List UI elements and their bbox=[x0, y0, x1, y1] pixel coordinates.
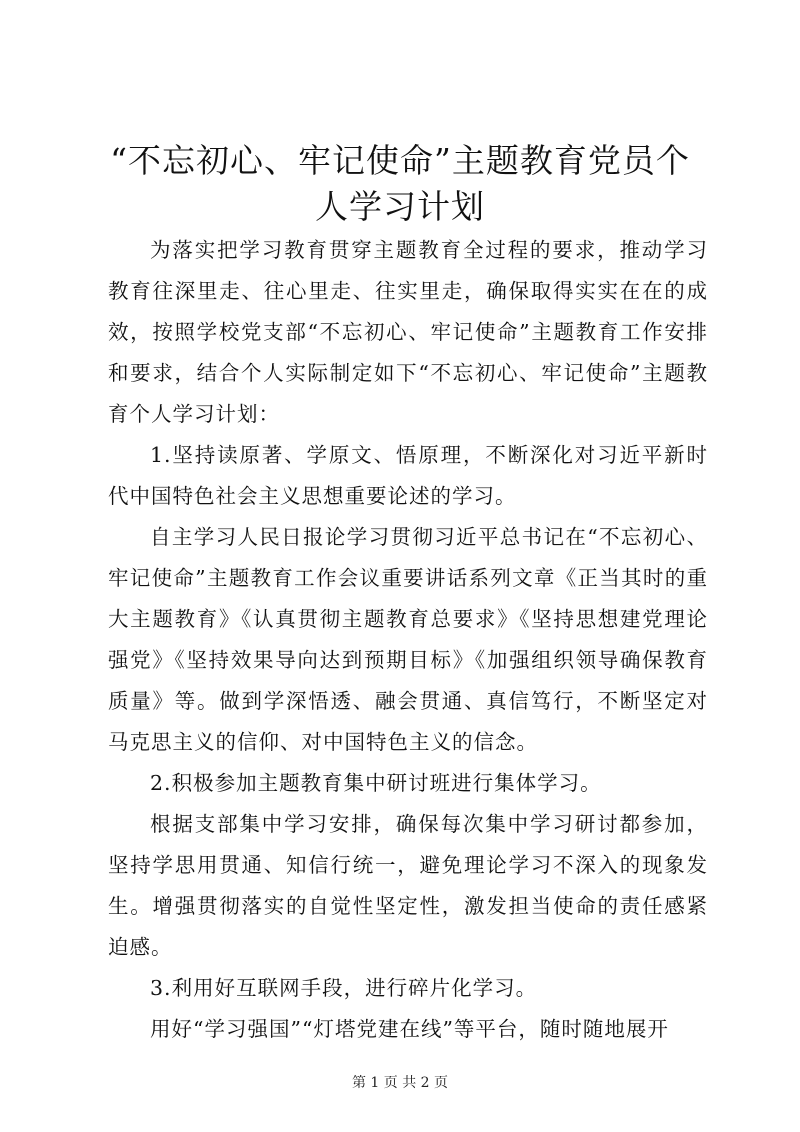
document-body bbox=[108, 230, 708, 1050]
intro-paragraph: 为落实把学习教育贯穿主题教育全过程的要求，推动学习教育往深里走、往心里走、往实里走，确保取得实实在在的成效，按照学校党支部“不忘初心、牢记使命”主题教育工作安排和要求，结合个人实际制定如下“不忘初心、牢记使命”主题教育个人学习计划： bbox=[108, 238, 708, 426]
item-2-heading: 2.积极参加主题教育集中研讨班进行集体学习。 bbox=[150, 771, 602, 795]
item-1-detail: 自主学习人民日报论学习贯彻习近平总书记在“不忘初心、牢记使命”主题教育工作会议重要讲话系列文章《正当其时的重大主题教育》《认真贯彻主题教育总要求》《坚持思想建党理论强党》《坚持效果导向达到预期目标》《加强组织领导确保教育质量》等。做到学深悟透、融会贯通、真信笃行，不断坚定对马克思主义的信仰、对中国特色主义的信念。 bbox=[108, 525, 708, 754]
document-title: “不忘初心、牢记使命”主题教育党员个人学习计划 bbox=[110, 141, 690, 226]
item-1-heading: 1.坚持读原著、学原文、悟原理，不断深化对习近平新时代中国特色社会主义思想重要论述的学习。 bbox=[108, 443, 708, 508]
item-3-heading: 3.利用好互联网手段，进行碎片化学习。 bbox=[150, 976, 538, 1000]
item-2-detail: 根据支部集中学习安排，确保每次集中学习研讨都参加，坚持学思用贯通、知信行统一，避免理论学习不深入的现象发生。增强贯彻落实的自觉性坚定性，激发担当使命的责任感紧迫感。 bbox=[108, 812, 708, 959]
item-3-detail: 用好“学习强国”“灯塔党建在线”等平台，随时随地展开 bbox=[150, 1017, 669, 1041]
page-number-footer: 第 1 页 共 2 页 bbox=[351, 1075, 449, 1091]
